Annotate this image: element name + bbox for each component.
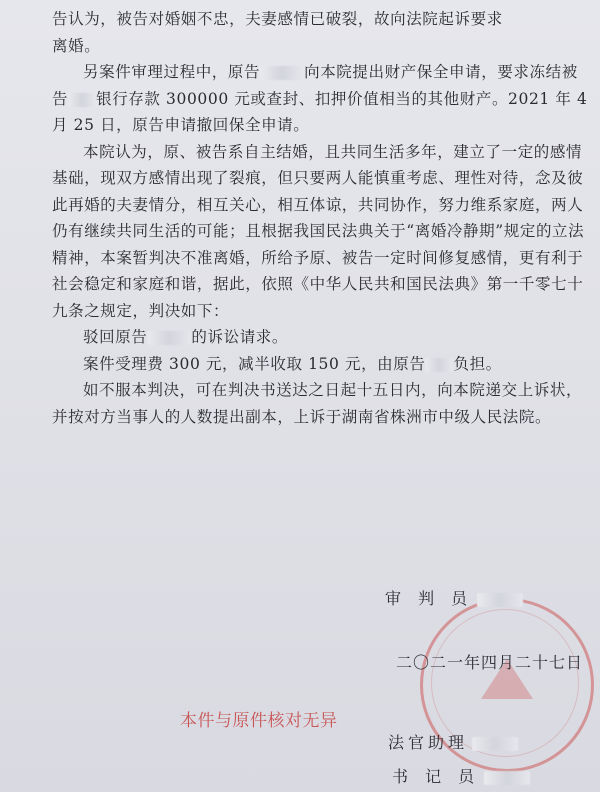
preservation-text-d: 银行存款 300000 元或查封、扣押价值相当 (96, 89, 412, 108)
certified-copy-stamp: 本件与原件核对无异 (180, 711, 338, 731)
judgment-date: 二〇二一年四月二十七日 (396, 653, 584, 672)
clerk-label: 书 记 员 (392, 767, 481, 786)
redacted-name (484, 771, 530, 785)
preservation-text-b: 向本院提出财产保全申请， (304, 63, 498, 81)
paragraph-reasoning: 本院认为，原、被告系自主结婚，且共同生活多年，建立了一定的感情基础，现双方感情出现了裂痕，但只要两人能慎重考虑、理性对待，念及彼此再婚的夫妻情分，相互关心，相互体谅，共同协作，努力维系家庭，两人仍有继续共同生活的可能；且根据我国民法典关于“离婚冷静期”规定的立法精神，本案暂判决不准离婚，所给予原、被告一定时间修复感情，更有利于社会稳定和家庭和谐，据此，依照《中华人民共和国民法典》第一千零七十九条之规定，判决如下： (52, 142, 585, 320)
claim-line-1: 告认为，被告对婚姻不忠，夫妻感情已破裂，故向法院起诉要求 (52, 10, 503, 28)
judge-signature (385, 586, 523, 609)
ruling-text-b: 的诉讼请求。 (191, 328, 289, 346)
redacted-name (425, 358, 453, 372)
paragraph-preservation (52, 59, 592, 139)
redacted-name (472, 737, 518, 751)
preservation-text-c: 要求冻结被告 (52, 63, 578, 108)
paragraph-fees (52, 351, 592, 378)
paragraph-appeal: 如不服本判决，可在判决书送达之日起十五日内，向本院递交上诉状，并按对方当事人的人数提出副本，上诉于湖南省株洲市中级人民法院。 (52, 381, 583, 426)
claim-line-2: 离婚。 (52, 36, 101, 55)
preservation-text-a: 另案件审理过程中，原告 (83, 63, 261, 81)
preservation-text-e: 的其他财产。2021 年 4 月 25 日，原告申请撤回保全申请。 (52, 89, 588, 134)
fees-text-a: 案件受理费 300 元，减半收取 150 元，由原告 (83, 354, 426, 373)
redacted-name (147, 331, 191, 345)
paragraph-ruling (52, 324, 592, 351)
judgment-body (52, 6, 592, 430)
assistant-label: 法官助理 (388, 733, 469, 752)
redacted-name (477, 593, 523, 607)
redacted-name (68, 93, 96, 107)
fees-text-b: 负担。 (453, 354, 502, 373)
assistant-signature (388, 730, 518, 753)
judge-label: 审 判 员 (385, 589, 474, 608)
paragraph-claim (52, 6, 592, 59)
clerk-signature (392, 764, 530, 787)
redacted-name (260, 66, 304, 80)
ruling-text-a: 驳回原告 (83, 328, 148, 346)
